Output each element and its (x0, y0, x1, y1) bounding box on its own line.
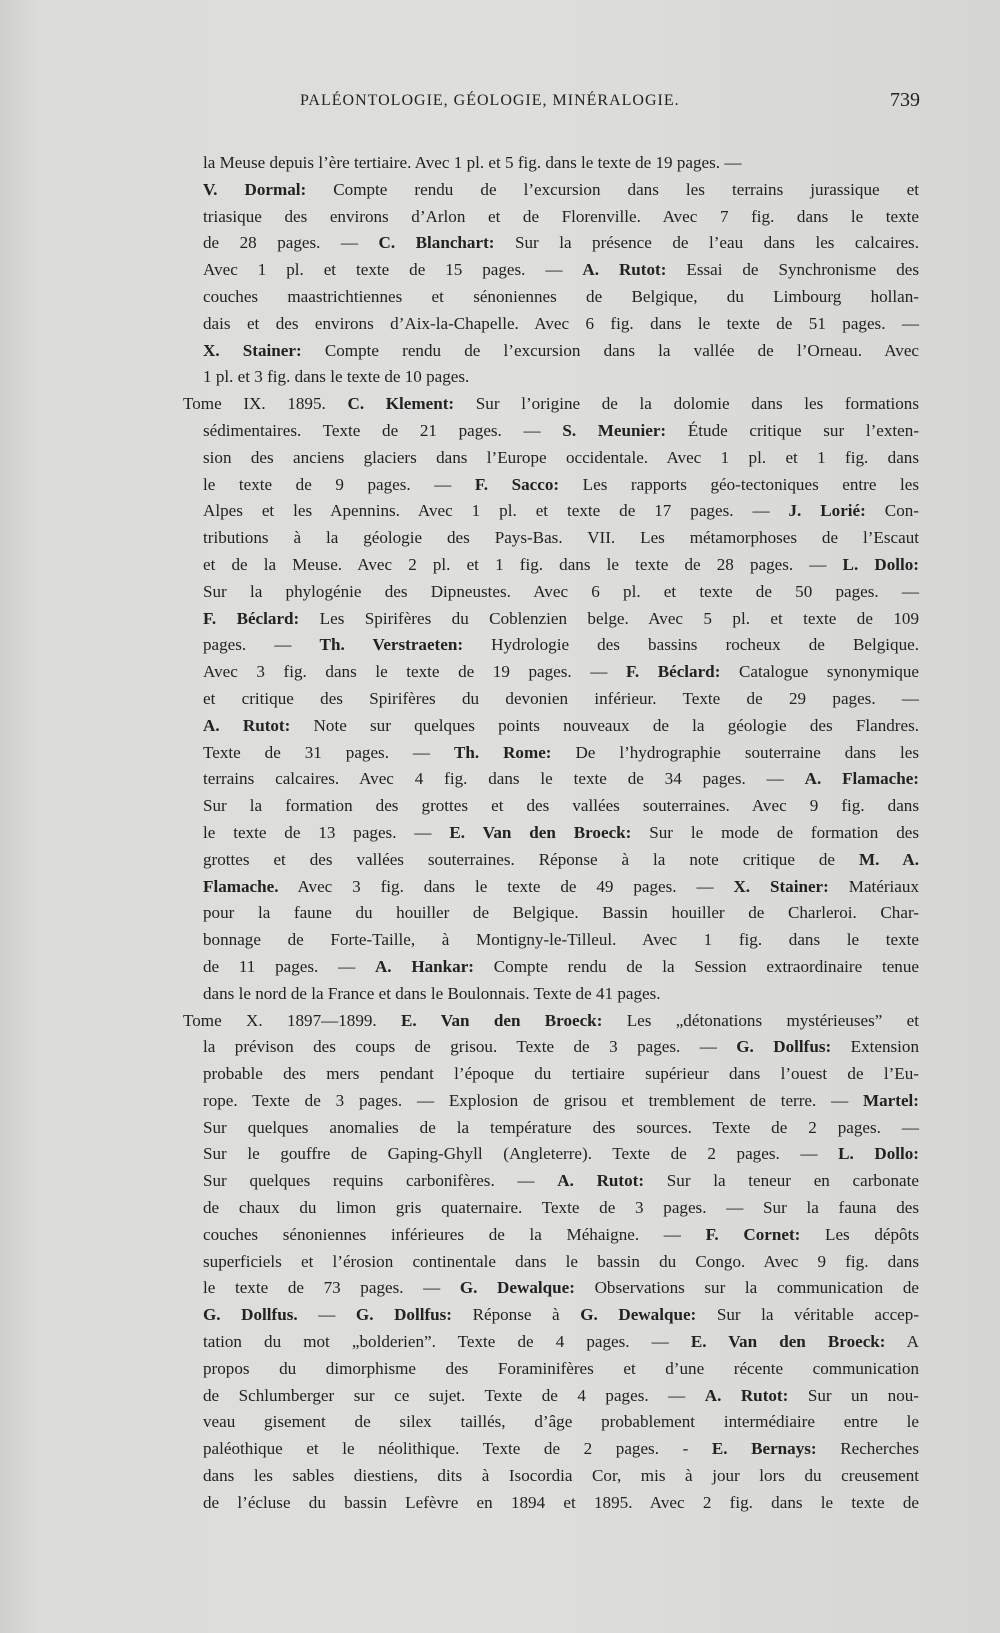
body-text (183, 150, 919, 1517)
text-run: Essai de Synchronisme des (666, 260, 919, 280)
text-run: superficiels et l’érosion continentale dans le bassin du Congo. Avec 9 fig. dans (203, 1251, 919, 1271)
text-line (183, 1168, 919, 1195)
author-name: Th. Verstraeten: (319, 635, 464, 655)
text-run: Les rapports géo-tectoniques entre les (559, 474, 920, 494)
text-line (183, 740, 919, 767)
text-run: tation du mot „bolderien”. Texte de 4 pages. — (203, 1332, 691, 1352)
text-line (183, 713, 919, 740)
author-name: A. Rutot: (203, 715, 291, 735)
author-name: V. Dormal: (203, 179, 307, 199)
page-number: 739 (890, 89, 920, 111)
text-run: Réponse à (452, 1305, 581, 1325)
text-run: sédimentaires. Texte de 21 pages. — (203, 420, 563, 440)
text-run: de 11 pages. — (203, 956, 375, 976)
text-run: — (297, 1305, 356, 1325)
text-run: De l’hydrographie souterraine dans les (551, 742, 919, 762)
running-title: PALÉONTOLOGIE, GÉOLOGIE, MINÉRALOGIE. (300, 92, 680, 109)
text-run: Les „détonations mystérieuses” et (602, 1010, 919, 1030)
text-line (183, 391, 919, 418)
text-run: paléothique et le néolithique. Texte de 2 pages. - (203, 1439, 712, 1459)
text-run: Matériaux (828, 876, 919, 896)
text-run: rope. Texte de 3 pages. — Explosion de grisou et tremblement de terre. — (203, 1090, 863, 1110)
text-line (183, 311, 919, 338)
text-line (183, 686, 919, 713)
text-line (183, 954, 919, 981)
text-line (183, 1302, 919, 1329)
text-run: propos du dimorphisme des Foraminifères et d’une récente communication (203, 1358, 919, 1378)
text-run: dans le nord de la France et dans le Boulonnais. Texte de 41 pages. (203, 983, 661, 1003)
author-name: Flamache. (203, 876, 279, 896)
text-run: Les dépôts (800, 1224, 919, 1244)
author-name: G. Dewalque: (580, 1305, 697, 1325)
text-line (183, 1008, 919, 1035)
text-run: de Schlumberger sur ce sujet. Texte de 4 pages. — (203, 1385, 705, 1405)
text-line (183, 659, 919, 686)
text-run: de 28 pages. — (203, 233, 379, 253)
text-line (183, 472, 919, 499)
text-run: Sur quelques requins carbonifères. — (203, 1171, 558, 1191)
author-name: Martel: (863, 1090, 919, 1110)
author-name: C. Klement: (347, 394, 455, 414)
text-line (183, 1490, 919, 1517)
text-run: grottes et des vallées souterraines. Réponse à la note critique de (203, 849, 859, 869)
text-run: Sur le gouffre de Gaping-Ghyll (Angleterre). Texte de 2 pages. — (203, 1144, 839, 1164)
author-name: F. Béclard: (625, 662, 721, 682)
text-run: veau gisement de silex taillés, d’âge probablement intermédiaire entre le (203, 1412, 919, 1432)
text-line (183, 257, 919, 284)
text-run: pour la faune du houiller de Belgique. Bassin houiller de Charleroi. Char- (203, 903, 919, 923)
text-line (183, 1436, 919, 1463)
author-name: F. Sacco: (474, 474, 560, 494)
text-line (183, 1222, 919, 1249)
text-run: Sur la véritable accep- (696, 1305, 920, 1325)
text-run: la Meuse depuis l’ère tertiaire. Avec 1 pl. et 5 fig. dans le texte de 19 pages. — (203, 153, 742, 172)
author-name: G. Dewalque: (459, 1278, 575, 1298)
text-run: sion des anciens glaciers dans l’Europe occidentale. Avec 1 pl. et 1 fig. dans (203, 447, 919, 467)
text-run: Extension (831, 1037, 919, 1057)
text-run: Sur un nou- (788, 1385, 919, 1405)
text-line (183, 525, 919, 552)
text-run: le texte de 73 pages. — (203, 1278, 460, 1298)
text-run: Hydrologie des bassins rocheux de Belgique. (463, 635, 919, 655)
text-line (183, 1141, 919, 1168)
text-line (183, 1329, 919, 1356)
text-line (183, 1463, 919, 1490)
text-run: Sur l’origine de la dolomie dans les formations (454, 394, 919, 414)
text-run: de l’écluse du bassin Lefèvre en 1894 et 1895. Avec 2 fig. dans le texte de (203, 1492, 919, 1512)
text-run: Les Spirifères du Coblenzien belge. Avec 5 pl. et texte de 109 (299, 608, 920, 628)
text-line (183, 1115, 919, 1142)
text-run: Sur le mode de formation des (631, 822, 919, 842)
text-run: couches maastrichtiennes et sénoniennes de Belgique, du Limbourg hollan- (203, 286, 919, 306)
text-run: 1 pl. et 3 fig. dans le texte de 10 pages. (203, 367, 470, 387)
text-line (183, 418, 919, 445)
text-line (183, 1034, 919, 1061)
text-run: Observations sur la communication de (574, 1278, 919, 1298)
text-run: Sur quelques anomalies de la température des sources. Texte de 2 pages. — (203, 1117, 919, 1137)
author-name: F. Cornet: (705, 1224, 801, 1244)
text-run: la prévison des coups de grisou. Texte de 3 pages. — (203, 1037, 737, 1057)
text-line (183, 579, 919, 606)
text-run: Alpes et les Apennins. Avec 1 pl. et texte de 17 pages. — (203, 501, 789, 521)
text-line (183, 1061, 919, 1088)
text-line (183, 793, 919, 820)
text-line (183, 204, 919, 231)
author-name: E. Van den Broeck: (690, 1332, 886, 1352)
text-line (183, 847, 919, 874)
text-run: tributions à la géologie des Pays-Bas. VII. Les métamorphoses de l’Escaut (203, 528, 919, 548)
author-name: L. Dollo: (838, 1144, 919, 1164)
text-run: Sur la teneur en carbonate (644, 1171, 919, 1191)
text-run: Tome IX. 1895. (183, 394, 348, 414)
text-run: Recherches (816, 1439, 919, 1459)
author-name: A. Rutot: (582, 260, 667, 280)
text-line (183, 820, 919, 847)
text-line (183, 874, 919, 901)
author-name: X. Stainer: (733, 876, 829, 896)
text-run: Sur la phylogénie des Dipneustes. Avec 6 pl. et texte de 50 pages. — (203, 581, 919, 601)
text-line (183, 338, 919, 365)
author-name: X. Stainer: (203, 340, 302, 360)
text-run: A (885, 1332, 919, 1352)
author-name: J. Lorié: (788, 501, 866, 521)
text-line (183, 927, 919, 954)
author-name: A. Hankar: (374, 956, 475, 976)
text-run: Tome X. 1897—1899. (183, 1010, 402, 1030)
page-header (0, 89, 1000, 122)
author-name: M. A. (858, 849, 919, 869)
text-run: Avec 3 fig. dans le texte de 49 pages. — (278, 876, 734, 896)
text-run: Texte de 31 pages. — (203, 742, 454, 762)
text-run: le texte de 9 pages. — (203, 474, 475, 494)
text-line (183, 552, 919, 579)
author-name: A. Rutot: (704, 1385, 789, 1405)
author-name: A. Rutot: (557, 1171, 645, 1191)
text-line (183, 1275, 919, 1302)
text-line (183, 498, 919, 525)
text-run: terrains calcaires. Avec 4 fig. dans le texte de 34 pages. — (203, 769, 805, 789)
author-name: C. Blanchart: (378, 233, 495, 253)
text-run: Étude critique sur l’exten- (666, 420, 920, 440)
text-line (183, 981, 919, 1008)
text-run: et de la Meuse. Avec 2 pl. et 1 fig. dans le texte de 28 pages. — (203, 554, 843, 574)
text-run: le texte de 13 pages. — (203, 822, 450, 842)
author-name: G. Dollfus. (203, 1305, 298, 1325)
text-line (183, 1195, 919, 1222)
text-run: triasique des environs d’Arlon et de Florenville. Avec 7 fig. dans le texte (203, 206, 919, 226)
text-run: Avec 1 pl. et texte de 15 pages. — (203, 260, 583, 280)
author-name: E. Van den Broeck: (401, 1010, 603, 1030)
text-line (183, 230, 919, 257)
author-name: S. Meunier: (562, 420, 667, 440)
text-run: pages. — (203, 635, 320, 655)
text-run: Sur la formation des grottes et des vallées souterraines. Avec 9 fig. dans (203, 796, 919, 816)
text-line (183, 364, 919, 391)
text-run: bonnage de Forte-Taille, à Montigny-le-Tilleul. Avec 1 fig. dans le texte (203, 930, 919, 950)
text-run: et critique des Spirifères du devonien inférieur. Texte de 29 pages. — (203, 688, 919, 708)
text-line (183, 150, 919, 177)
author-name: F. Béclard: (203, 608, 300, 628)
author-name: L. Dollo: (842, 554, 919, 574)
text-run: Compte rendu de l’excursion dans les terrains jurassique et (306, 179, 919, 199)
text-line (183, 900, 919, 927)
author-name: G. Dollfus: (736, 1037, 832, 1057)
author-name: A. Flamache: (804, 769, 919, 789)
text-line (183, 1356, 919, 1383)
author-name: E. Bernays: (711, 1439, 817, 1459)
text-line (183, 1088, 919, 1115)
text-line (183, 1409, 919, 1436)
text-run: couches sénoniennes inférieures de la Méhaigne. — (203, 1224, 706, 1244)
author-name: E. Van den Broeck: (449, 822, 632, 842)
text-line (183, 1249, 919, 1276)
text-run: Con- (865, 501, 919, 521)
text-run: Compte rendu de l’excursion dans la vallée de l’Orneau. Avec (301, 340, 920, 360)
text-run: dais et des environs d’Aix-la-Chapelle. Avec 6 fig. dans le texte de 51 pages. — (203, 313, 919, 333)
text-run: Note sur quelques points nouveaux de la géologie des Flandres. (290, 715, 919, 735)
text-run: Compte rendu de la Session extraordinaire tenue (474, 956, 919, 976)
text-run: Catalogue synonymique (720, 662, 919, 682)
text-line (183, 177, 919, 204)
text-line (183, 632, 919, 659)
text-line (183, 1383, 919, 1410)
text-line (183, 445, 919, 472)
text-line (183, 606, 919, 633)
author-name: Th. Rome: (453, 742, 552, 762)
text-line (183, 766, 919, 793)
text-run: dans les sables diestiens, dits à Isocordia Cor, mis à jour lors du creusement (203, 1466, 919, 1486)
text-run: Sur la présence de l’eau dans les calcaires. (494, 233, 919, 253)
author-name: G. Dollfus: (355, 1305, 453, 1325)
text-line (183, 284, 919, 311)
text-run: Avec 3 fig. dans le texte de 19 pages. — (203, 662, 626, 682)
text-run: probable des mers pendant l’époque du tertiaire supérieur dans l’ouest de l’Eu- (203, 1064, 919, 1084)
text-run: de chaux du limon gris quaternaire. Texte de 3 pages. — Sur la fauna des (203, 1198, 919, 1218)
